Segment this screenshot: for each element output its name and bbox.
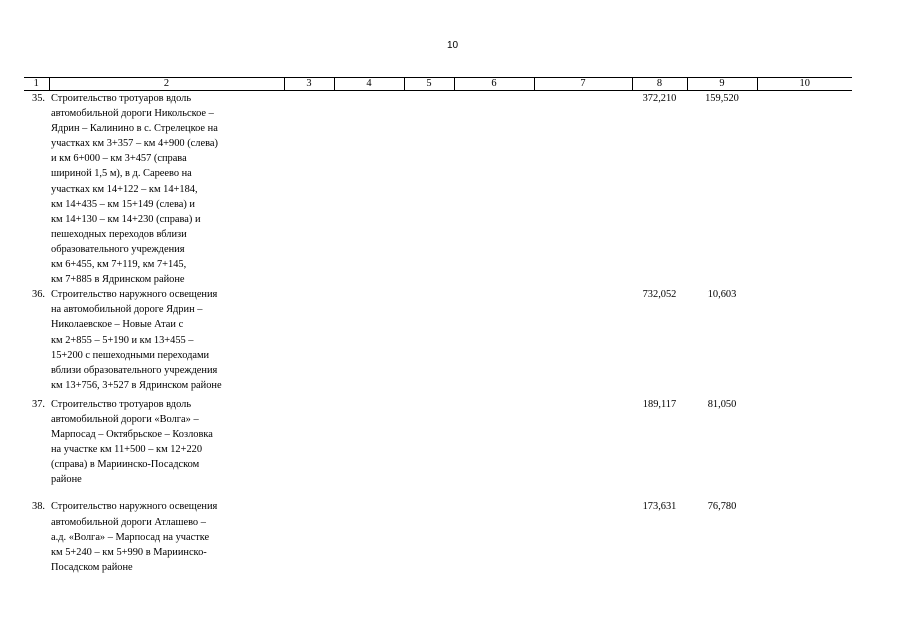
column-9-value: 10,603 — [707, 289, 737, 301]
column-8-value: 173,631 — [642, 501, 677, 513]
column-9-value: 81,050 — [707, 398, 737, 410]
column-8-value: 732,052 — [642, 289, 677, 301]
column-header: 1 — [24, 78, 49, 91]
column-header: 3 — [284, 78, 334, 91]
column-9-value: 76,780 — [707, 501, 737, 513]
table-row — [24, 287, 852, 393]
row-number: 37. — [32, 398, 45, 410]
data-table — [24, 77, 852, 575]
column-header: 4 — [334, 78, 404, 91]
table-row — [24, 393, 852, 500]
page-number: 10 — [446, 40, 459, 51]
object-description: Строительство тротуаров вдоль автомобильной дороги Никольское – Ядрин – Калинино в с. Стрелецкое на участках км 3+357 – км 4+900 (слева) и км 6+000 – км 3+457 (справа шириной 1,5 м), в д. Сареево на участках км 14+122 – км 14+184, км 14+435 – км 15+149 (слева) и км 14+130 – км 14+230 (справа) и пешеходных переходов вблизи образовательного учреждения км 6+455, км 7+119, км 7+145, км 7+885 в Ядринском районе — [51, 93, 218, 286]
object-description: Строительство тротуаров вдоль автомобильной дороги «Волга» – Марпосад – Октябрьское – Козловка на участке км 11+500 – км 12+220 (справа) в Мариинско-Посадском районе — [51, 398, 213, 486]
object-description: Строительство наружного освещения автомобильной дороги Атлашево – а.д. «Волга» – Марпосад на участке км 5+240 – км 5+990 в Мариинско- Посадском районе — [51, 501, 218, 573]
column-number-row — [24, 78, 852, 91]
column-9-value: 159,520 — [705, 93, 739, 104]
column-header: 8 — [632, 78, 687, 91]
row-number: 36. — [32, 289, 45, 301]
column-header: 6 — [454, 78, 534, 91]
column-header: 2 — [49, 78, 284, 91]
table-row — [24, 499, 852, 574]
table-row — [24, 91, 852, 288]
column-8-value: 372,210 — [642, 93, 677, 104]
column-header: 9 — [687, 78, 757, 91]
column-header: 5 — [404, 78, 454, 91]
column-8-value: 189,117 — [642, 398, 677, 410]
object-description: Строительство наружного освещения на автомобильной дороге Ядрин – Николаевское – Новые Атаи с км 2+855 – 5+190 и км 13+455 – 15+200 с пешеходными переходами вблизи образовательного учреждения км 13+756, 3+527 в Ядринском районе — [51, 289, 222, 391]
row-number: 38. — [32, 501, 45, 513]
column-header: 10 — [757, 78, 852, 91]
row-number: 35. — [32, 93, 45, 104]
column-header: 7 — [534, 78, 632, 91]
